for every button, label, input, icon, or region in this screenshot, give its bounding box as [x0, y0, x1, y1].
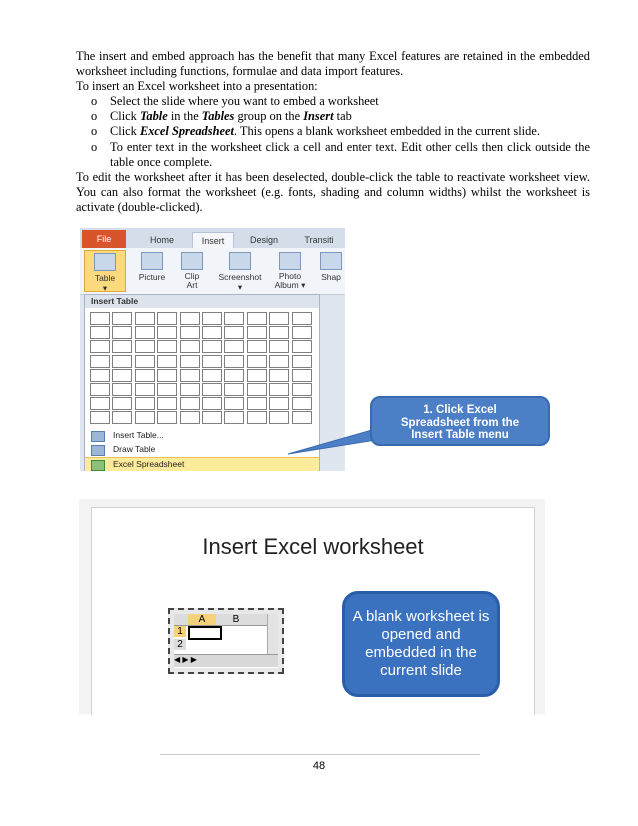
tab-design[interactable]: Design: [249, 235, 278, 245]
vertical-scrollbar[interactable]: [267, 614, 278, 654]
sheet-navigation-bar[interactable]: ◀ ▶ ▶: [174, 654, 278, 667]
tab-home[interactable]: Home: [149, 235, 174, 245]
tab-transitions[interactable]: Transiti: [304, 235, 334, 245]
step-3: o Click Excel Spreadsheet. This opens a blank worksheet embedded in the current slide.: [91, 124, 540, 139]
tab-file[interactable]: File: [82, 230, 126, 248]
column-header-b[interactable]: B: [232, 614, 240, 625]
dropdown-header: Insert Table: [85, 295, 319, 308]
column-header-a[interactable]: A: [188, 614, 216, 625]
tab-insert[interactable]: Insert: [192, 232, 234, 249]
paragraph-benefit: The insert and embed approach has the benefit that many Excel features are retained in the embedded worksheet including functions, formulae and data import features.: [76, 49, 590, 79]
step-2: o Click Table in the Tables group on the Insert tab: [91, 109, 352, 124]
photo-album-button[interactable]: Photo Album ▾: [270, 250, 310, 290]
bullet-glyph: o: [91, 124, 98, 139]
paragraph-edit: To edit the worksheet after it has been deselected, double-click the table to reactivate worksheet view. You can also format the worksheet (e.g. fonts, shading and column widths) whilst the worksheet is activate (double-clicked).: [76, 169, 590, 214]
step-1: o Select the slide where you want to embed a worksheet: [91, 94, 379, 109]
row-header-1[interactable]: 1: [174, 626, 186, 637]
callout-click-excel: 1. Click Excel Spreadsheet from the Insert Table menu: [370, 396, 550, 446]
picture-button[interactable]: Picture: [132, 250, 172, 290]
slide-screenshot: [79, 499, 545, 714]
slide-title: Insert Excel worksheet: [202, 534, 424, 559]
menu-insert-table[interactable]: Insert Table...: [85, 429, 319, 442]
row-header-2[interactable]: 2: [174, 639, 186, 650]
bullet-glyph: o: [91, 139, 98, 154]
bullet-glyph: o: [91, 94, 98, 109]
bullet-glyph: o: [91, 109, 98, 124]
active-cell[interactable]: [188, 626, 222, 640]
screenshot-button[interactable]: Screenshot ▾: [214, 250, 266, 290]
page-number: 48: [312, 760, 326, 772]
table-button[interactable]: Table ▾: [84, 250, 126, 292]
footer-rule: [160, 754, 480, 755]
clip-art-button[interactable]: Clip Art: [174, 250, 210, 290]
embedded-worksheet[interactable]: [168, 608, 284, 674]
menu-excel-spreadsheet[interactable]: Excel Spreadsheet: [85, 457, 319, 471]
step-4: o To enter text in the worksheet click a cell and enter text. Edit other cells then click outside the table once complete.: [91, 139, 590, 169]
callout-blank-worksheet: A blank worksheet is opened and embedded in the current slide: [342, 591, 500, 697]
shapes-button[interactable]: Shap: [316, 250, 345, 290]
menu-draw-table[interactable]: Draw Table: [85, 443, 319, 456]
paragraph-intro: To insert an Excel worksheet into a presentation:: [76, 79, 318, 94]
slide: [91, 507, 535, 715]
